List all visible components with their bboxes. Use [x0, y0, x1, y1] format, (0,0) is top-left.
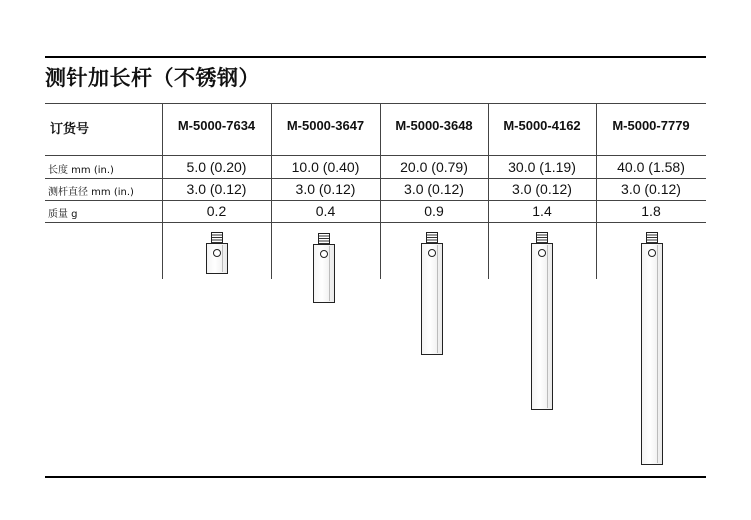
wrench-hole — [320, 250, 328, 258]
wrench-hole — [213, 249, 221, 257]
table-divider — [45, 178, 706, 179]
table-divider — [45, 222, 706, 223]
extension-shaft — [531, 243, 553, 410]
mass-cell: 0.4 — [315, 203, 336, 219]
top-rule — [45, 56, 706, 58]
table-divider — [45, 103, 706, 104]
thread-stud — [426, 232, 438, 244]
page-title: 测针加长杆（不锈钢） — [45, 66, 260, 90]
wrench-hole — [538, 249, 546, 257]
mass-cell: 1.8 — [641, 203, 661, 219]
extension-shaft — [641, 243, 663, 465]
wrench-hole — [648, 249, 656, 257]
wrench-hole — [428, 249, 436, 257]
stylus-extension-image — [421, 232, 443, 355]
length-cell: 20.0 (0.79) — [400, 159, 468, 175]
diameter-cell: 3.0 (0.12) — [295, 181, 356, 197]
diameter-cell: 3.0 (0.12) — [186, 181, 247, 197]
bottom-rule — [45, 476, 706, 478]
stylus-extension-image — [206, 232, 228, 274]
diameter-cell: 3.0 (0.12) — [621, 181, 681, 197]
diameter-cell: 3.0 (0.12) — [512, 181, 572, 197]
thread-stud — [211, 232, 223, 244]
diameter-row-label: 测杆直径 mm (in.) — [48, 187, 134, 198]
mass-cell: 0.9 — [424, 203, 444, 219]
thread-stud — [646, 232, 658, 244]
length-cell: 40.0 (1.58) — [617, 159, 685, 175]
extension-shaft — [206, 243, 228, 274]
table-divider — [45, 200, 706, 201]
mass-row-label: 质量 g — [48, 209, 78, 220]
part-number: M-5000-3647 — [286, 118, 365, 133]
mass-cell: 1.4 — [532, 203, 552, 219]
diameter-cell: 3.0 (0.12) — [404, 181, 464, 197]
table-divider — [45, 155, 706, 156]
extension-shaft — [313, 244, 335, 303]
mass-cell: 0.2 — [206, 203, 227, 219]
length-cell: 5.0 (0.20) — [186, 159, 247, 175]
thread-stud — [318, 233, 330, 245]
length-row-label: 长度 mm (in.) — [48, 165, 114, 176]
stylus-extension-image — [641, 232, 663, 465]
length-cell: 10.0 (0.40) — [291, 159, 360, 175]
order-number-header: 订货号 — [50, 122, 90, 137]
thread-stud — [536, 232, 548, 244]
part-number: M-5000-3648 — [395, 118, 473, 133]
stylus-extension-image — [531, 232, 553, 410]
length-cell: 30.0 (1.19) — [508, 159, 576, 175]
extension-shaft — [421, 243, 443, 355]
part-number: M-5000-7779 — [612, 118, 690, 133]
stylus-extension-image — [313, 233, 335, 303]
part-number: M-5000-4162 — [503, 118, 581, 133]
part-number: M-5000-7634 — [177, 118, 256, 133]
